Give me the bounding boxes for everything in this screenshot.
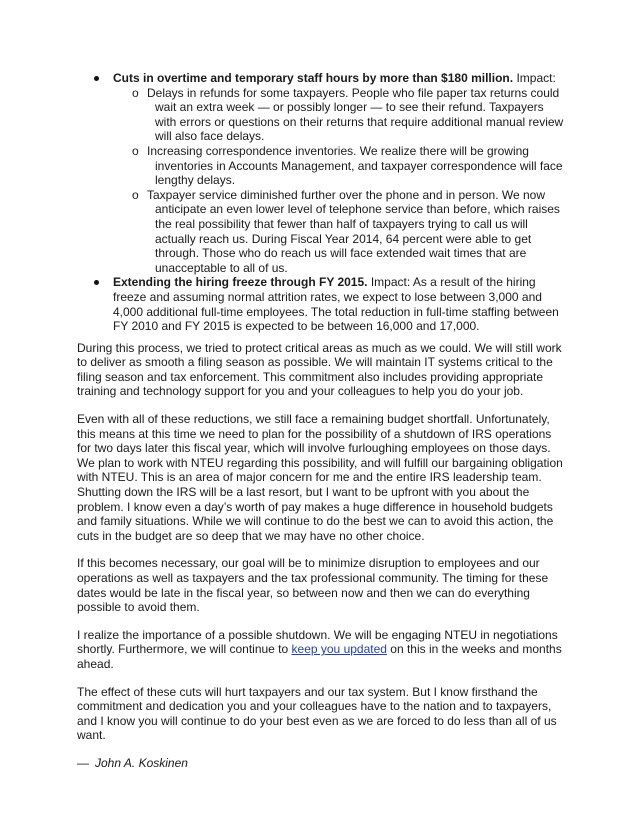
sub-item-text: Taxpayer service diminished further over the phone and in person. We now anticipate an even lower level of telephone service than before, which raises the real possibility that fewer than half of taxpayers trying to call us will actually reach us. During Fiscal Year 2014, 64 percent were able to get through. Those who do reach us will face extended wait times that are unacceptable to all of us.: [147, 187, 560, 275]
bullet-lead: Impact: As a result of the hiring freeze and assuming normal attrition rates, we expect to lose between 3,000 and 4,000 additional full-time employees. The total reduction in full-time staffing between FY 2010 and FY 2015 is expected to be between 16,000 and 17,000.: [113, 275, 559, 334]
sub-item-text: Increasing correspondence inventories. We realize there will be growing inventories in Accounts Management, and taxpayer correspondence will face lengthy delays.: [147, 143, 563, 188]
sub-item-refund-delays: [113, 86, 567, 144]
keep-you-updated-link[interactable]: keep you updated: [291, 642, 387, 657]
paragraph-closing: The effect of these cuts will hurt taxpayers and our tax system. But I know firsthand the commitment and dedication you and your colleagues have to the nation and to taxpayers, and I know you will continue to do your best even as we are forced to do less than all of us want.: [77, 684, 557, 743]
bullet-title: Cuts in overtime and temporary staff hours by more than $180 million.: [113, 71, 514, 85]
bullet-lead: Impact:: [516, 71, 556, 85]
impact-bullet-list: [77, 71, 567, 334]
sub-item-correspondence: [113, 144, 567, 188]
sub-bullet-icon: o: [132, 143, 139, 158]
paragraph-budget-shortfall: Even with all of these reductions, we still face a remaining budget shortfall. Unfortunately, this means at this time we need to plan for the possibility of a shutdown of IRS operations for two days later this fiscal year, which will involve furloughing employees on those days. We plan to work with NTEU regarding this possibility, and will fulfill our bargaining obligation with NTEU. This is an area of major concern for me and the entire IRS leadership team. Shutting down the IRS will be a last resort, but I want to be upfront with you about the problem. I know even a day’s worth of pay makes a huge difference in household budgets and family situations. While we will continue to do the best we can to avoid this action, the cuts in the budget are so deep that we may have no other choice.: [77, 412, 563, 543]
sub-item-taxpayer-service: [113, 188, 567, 276]
signature: [77, 756, 567, 771]
update-text-before: I realize the importance of a possible shutdown. We will be engaging NTEU in negotiations shortly. Furthermore, we will continue to: [77, 627, 558, 657]
impact-sub-list: [113, 86, 567, 276]
bullet-dot-icon: [94, 76, 99, 81]
sub-item-text: Delays in refunds for some taxpayers. People who file paper tax returns could wait an extra week — or possibly longer — to see their refund. Taxpayers with errors or questions on their returns that require additional manual review will also face delays.: [147, 85, 564, 144]
letter-body: [77, 71, 567, 771]
paragraph-protect-critical-areas: During this process, we tried to protect critical areas as much as we could. We will still work to deliver as smooth a filing season as possible. We will maintain IT systems critical to the filing season and tax enforcement. This commitment also includes providing appropriate training and technology support for you and your colleagues to help you do your job.: [77, 340, 562, 399]
signature-dash: —: [77, 755, 89, 770]
bullet-dot-icon: [94, 280, 99, 285]
bullet-title: Extending the hiring freeze through FY 2015.: [113, 275, 368, 290]
paragraph-minimize-disruption: If this becomes necessary, our goal will be to minimize disruption to employees and our operations as well as taxpayers and the tax professional community. The timing for these dates would be late in the fiscal year, so between now and then we can do everything possible to avoid them.: [77, 556, 549, 615]
paragraph-keep-updated: [77, 628, 567, 672]
bullet-item-hiring-freeze: [77, 275, 567, 333]
sub-bullet-icon: o: [132, 187, 139, 202]
sub-bullet-icon: o: [132, 85, 139, 100]
bullet-item-overtime-cuts: [77, 71, 567, 275]
update-text-after: on this in the weeks and months ahead.: [77, 642, 562, 671]
signature-name: John A. Koskinen: [95, 755, 188, 770]
